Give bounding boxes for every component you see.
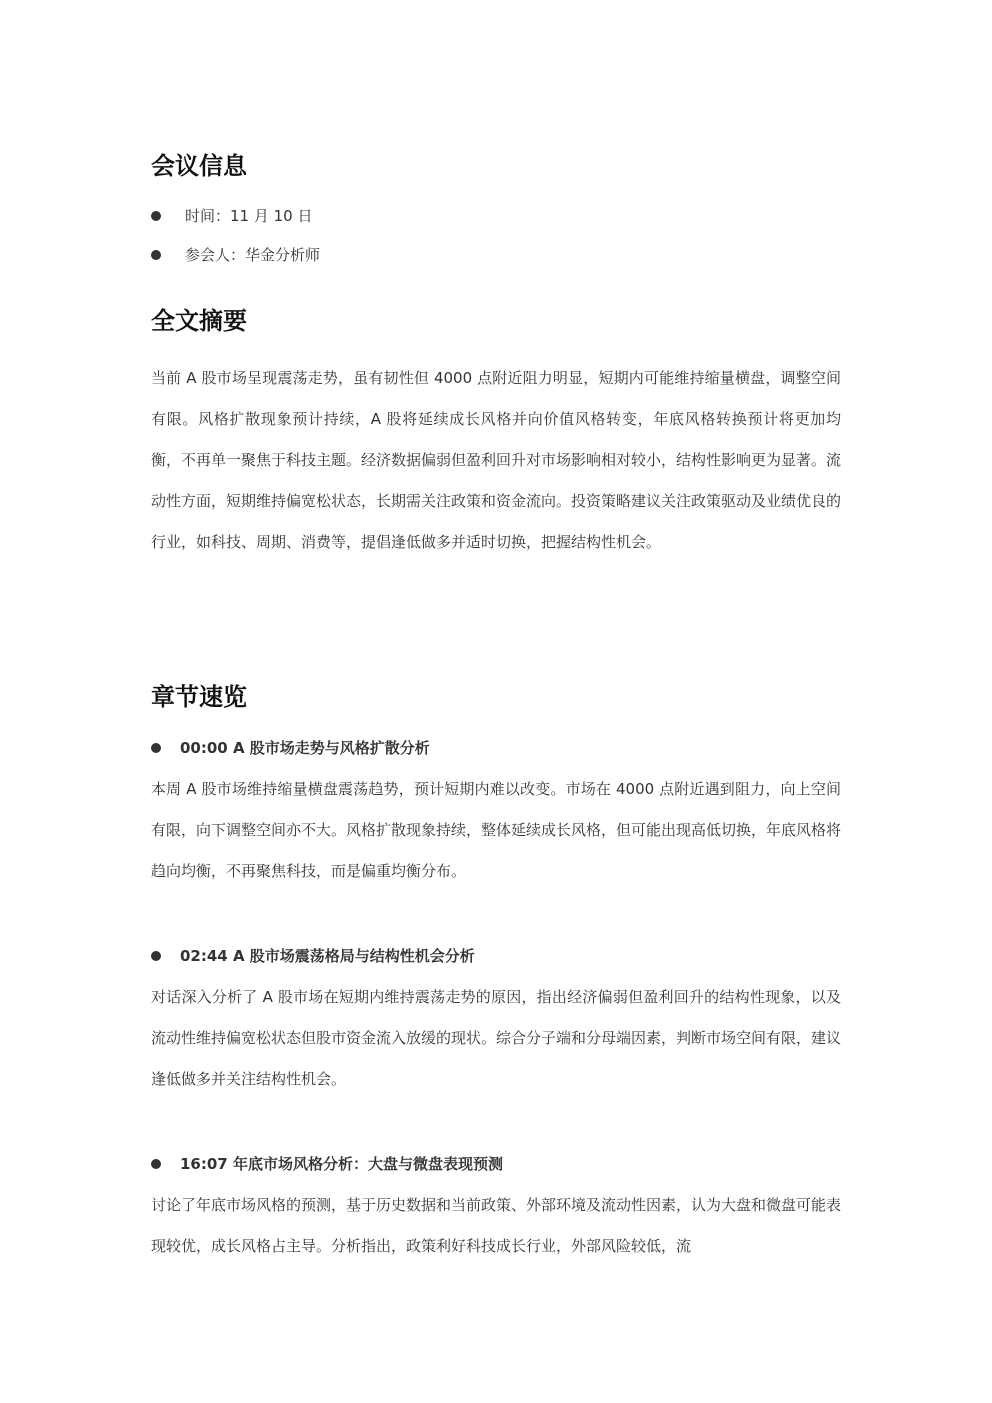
list-item [151, 203, 841, 242]
list-item [151, 242, 841, 281]
meeting-time: 时间：11 月 10 日 [185, 207, 313, 225]
chapters-heading: 章节速览 [151, 683, 247, 711]
summary-heading: 全文摘要 [151, 307, 247, 335]
bullet-icon [151, 743, 161, 753]
chapter-body: 本周 A 股市场维持缩量横盘震荡趋势，预计短期内难以改变。市场在 4000 点附近遇到阻力，向上空间有限，向下调整空间亦不大。风格扩散现象持续，整体延续成长风格，但可能出现高低切换，年底风格将趋向均衡，不再聚焦科技，而是偏重均衡分布。 [151, 780, 842, 880]
chapter-item [151, 1151, 841, 1267]
bullet-icon [151, 250, 161, 260]
chapter-title [151, 943, 841, 969]
chapter-title-text: 00:00 A 股市场走势与风格扩散分析 [180, 739, 430, 757]
meeting-info-heading: 会议信息 [151, 152, 247, 180]
meeting-info-list [151, 203, 841, 281]
chapter-item [151, 943, 841, 1100]
summary-text: 当前 A 股市场呈现震荡走势，虽有韧性但 4000 点附近阻力明显，短期内可能维持缩量横盘，调整空间有限。风格扩散现象预计持续，A 股将延续成长风格并向价值风格转变，年底风格转换预计将更加均衡，不再单一聚焦于科技主题。经济数据偏弱但盈利回升对市场影响相对较小，结构性影响更为显著。流动性方面，短期维持偏宽松状态，长期需关注政策和资金流向。投资策略建议关注政策驱动及业绩优良的行业，如科技、周期、消费等，提倡逢低做多并适时切换，把握结构性机会。 [151, 369, 842, 551]
bullet-icon [151, 1159, 161, 1169]
chapter-body: 对话深入分析了 A 股市场在短期内维持震荡走势的原因，指出经济偏弱但盈利回升的结构性现象，以及流动性维持偏宽松状态但股市资金流入放缓的现状。综合分子端和分母端因素，判断市场空间有限，建议逢低做多并关注结构性机会。 [151, 988, 842, 1088]
chapter-title-text: 02:44 A 股市场震荡格局与结构性机会分析 [180, 947, 475, 965]
bullet-icon [151, 951, 161, 961]
chapter-title-text: 16:07 年底市场风格分析：大盘与微盘表现预测 [180, 1155, 503, 1173]
chapter-body: 讨论了年底市场风格的预测，基于历史数据和当前政策、外部环境及流动性因素，认为大盘和微盘可能表现较优，成长风格占主导。分析指出，政策利好科技成长行业，外部风险较低，流 [151, 1196, 842, 1255]
chapter-item [151, 735, 841, 892]
chapter-title [151, 735, 841, 761]
chapter-title [151, 1151, 841, 1177]
meeting-participants: 参会人：华金分析师 [185, 246, 321, 264]
bullet-icon [151, 211, 161, 221]
